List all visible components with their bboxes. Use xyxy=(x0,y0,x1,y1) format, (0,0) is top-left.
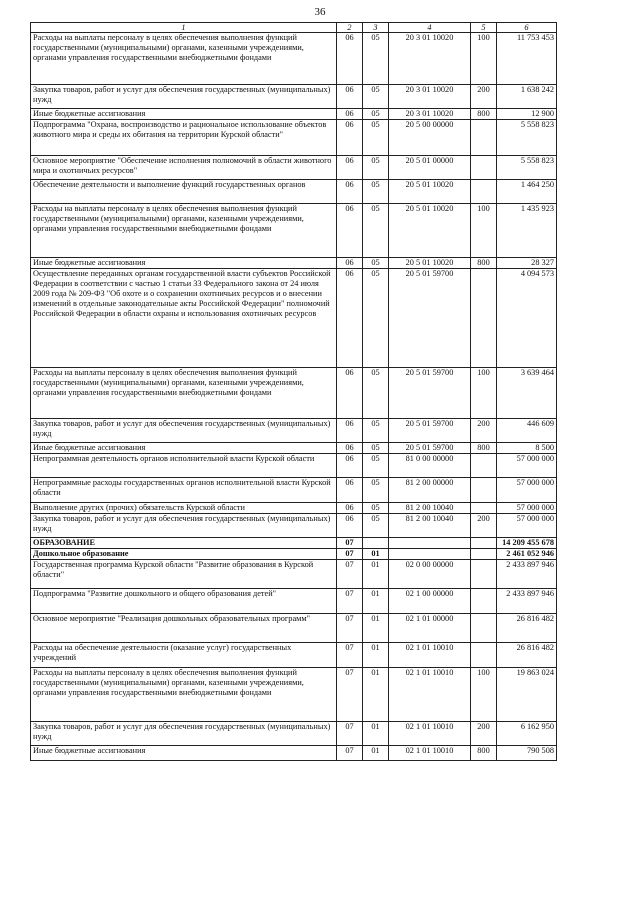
cell-name: Закупка товаров, работ и услуг для обеспечения государственных (муниципальных) нужд xyxy=(31,419,337,443)
column-header-target-article: 4 xyxy=(389,23,471,33)
cell-amount: 8 500 xyxy=(497,443,557,454)
cell-section: 07 xyxy=(337,538,363,549)
cell-section: 07 xyxy=(337,668,363,722)
cell-target-article: 02 1 01 10010 xyxy=(389,668,471,722)
cell-subsection: 05 xyxy=(363,258,389,269)
table-row xyxy=(31,549,557,560)
cell-subsection: 01 xyxy=(363,643,389,668)
cell-amount: 57 000 000 xyxy=(497,454,557,478)
cell-name: Непрограммные расходы государственных органов исполнительной власти Курской области xyxy=(31,478,337,503)
cell-amount: 446 609 xyxy=(497,419,557,443)
cell-amount: 5 558 823 xyxy=(497,156,557,180)
cell-amount: 3 639 464 xyxy=(497,368,557,419)
cell-expense-type xyxy=(471,269,497,368)
cell-expense-type xyxy=(471,643,497,668)
cell-section: 06 xyxy=(337,503,363,514)
cell-subsection: 05 xyxy=(363,156,389,180)
cell-amount: 5 558 823 xyxy=(497,120,557,156)
cell-section: 07 xyxy=(337,614,363,643)
table-row xyxy=(31,156,557,180)
cell-name: Закупка товаров, работ и услуг для обеспечения государственных (муниципальных) нужд xyxy=(31,722,337,746)
cell-name: Иные бюджетные ассигнования xyxy=(31,746,337,761)
cell-amount: 19 863 024 xyxy=(497,668,557,722)
cell-name: Расходы на обеспечение деятельности (оказание услуг) государственных учреждений xyxy=(31,643,337,668)
table-row xyxy=(31,722,557,746)
cell-amount: 1 435 923 xyxy=(497,204,557,258)
table-row xyxy=(31,478,557,503)
table-row xyxy=(31,643,557,668)
cell-target-article: 20 3 01 10020 xyxy=(389,85,471,109)
cell-target-article: 02 1 01 10010 xyxy=(389,643,471,668)
cell-section: 07 xyxy=(337,722,363,746)
cell-name: ОБРАЗОВАНИЕ xyxy=(31,538,337,549)
cell-target-article: 20 3 01 10020 xyxy=(389,109,471,120)
cell-subsection: 05 xyxy=(363,503,389,514)
cell-amount: 1 638 242 xyxy=(497,85,557,109)
column-header-subsection: 3 xyxy=(363,23,389,33)
cell-amount: 12 900 xyxy=(497,109,557,120)
table-row xyxy=(31,109,557,120)
cell-section: 06 xyxy=(337,156,363,180)
cell-name: Подпрограмма "Охрана, воспроизводство и рациональное использование объектов животного мира и среды их обитания на территории Курской области" xyxy=(31,120,337,156)
cell-expense-type: 100 xyxy=(471,204,497,258)
cell-amount: 11 753 453 xyxy=(497,33,557,85)
cell-section: 06 xyxy=(337,33,363,85)
cell-subsection: 05 xyxy=(363,33,389,85)
cell-subsection: 01 xyxy=(363,589,389,614)
cell-amount: 57 000 000 xyxy=(497,514,557,538)
cell-amount: 57 000 000 xyxy=(497,503,557,514)
cell-target-article: 20 5 01 59700 xyxy=(389,443,471,454)
table-row xyxy=(31,419,557,443)
table-row xyxy=(31,514,557,538)
cell-expense-type xyxy=(471,538,497,549)
cell-section: 06 xyxy=(337,269,363,368)
cell-name: Обеспечение деятельности и выполнение функций государственных органов xyxy=(31,180,337,204)
table-row xyxy=(31,120,557,156)
column-header-expense-type: 5 xyxy=(471,23,497,33)
table-row xyxy=(31,614,557,643)
cell-expense-type: 200 xyxy=(471,514,497,538)
cell-target-article: 81 0 00 00000 xyxy=(389,454,471,478)
table-row xyxy=(31,368,557,419)
cell-amount: 26 816 482 xyxy=(497,614,557,643)
table-row xyxy=(31,454,557,478)
cell-section: 06 xyxy=(337,454,363,478)
cell-section: 07 xyxy=(337,746,363,761)
cell-target-article: 20 5 01 59700 xyxy=(389,368,471,419)
column-header-amount: 6 xyxy=(497,23,557,33)
cell-section: 06 xyxy=(337,258,363,269)
cell-section: 07 xyxy=(337,643,363,668)
cell-name: Непрограммная деятельность органов исполнительной власти Курской области xyxy=(31,454,337,478)
cell-section: 06 xyxy=(337,478,363,503)
cell-amount: 2 433 897 946 xyxy=(497,560,557,589)
cell-expense-type: 800 xyxy=(471,258,497,269)
cell-section: 06 xyxy=(337,109,363,120)
cell-target-article: 02 1 00 00000 xyxy=(389,589,471,614)
table-row xyxy=(31,269,557,368)
cell-target-article: 20 5 01 00000 xyxy=(389,156,471,180)
cell-subsection: 05 xyxy=(363,85,389,109)
cell-expense-type: 800 xyxy=(471,746,497,761)
cell-section: 07 xyxy=(337,549,363,560)
cell-target-article: 02 1 01 10010 xyxy=(389,722,471,746)
cell-section: 07 xyxy=(337,589,363,614)
cell-section: 06 xyxy=(337,180,363,204)
cell-subsection: 01 xyxy=(363,560,389,589)
cell-target-article: 20 5 01 10020 xyxy=(389,258,471,269)
cell-subsection: 01 xyxy=(363,614,389,643)
cell-amount: 14 209 455 678 xyxy=(497,538,557,549)
cell-amount: 4 094 573 xyxy=(497,269,557,368)
cell-name: Иные бюджетные ассигнования xyxy=(31,109,337,120)
table-row xyxy=(31,589,557,614)
cell-amount: 26 816 482 xyxy=(497,643,557,668)
cell-section: 06 xyxy=(337,85,363,109)
cell-target-article: 20 5 01 59700 xyxy=(389,269,471,368)
cell-expense-type: 100 xyxy=(471,33,497,85)
cell-subsection: 05 xyxy=(363,269,389,368)
cell-expense-type xyxy=(471,120,497,156)
cell-amount: 6 162 950 xyxy=(497,722,557,746)
cell-name: Закупка товаров, работ и услуг для обеспечения государственных (муниципальных) нужд xyxy=(31,85,337,109)
cell-name: Расходы на выплаты персоналу в целях обеспечения выполнения функций государственными (муниципальными) органами, казенными учреждениями, органами управления государственными внебюджетными фондами xyxy=(31,668,337,722)
cell-expense-type xyxy=(471,180,497,204)
table-row xyxy=(31,180,557,204)
cell-target-article: 02 0 00 00000 xyxy=(389,560,471,589)
cell-subsection: 01 xyxy=(363,549,389,560)
cell-expense-type: 200 xyxy=(471,85,497,109)
cell-amount: 2 433 897 946 xyxy=(497,589,557,614)
cell-section: 06 xyxy=(337,443,363,454)
cell-subsection: 05 xyxy=(363,514,389,538)
table-row xyxy=(31,746,557,761)
cell-expense-type xyxy=(471,589,497,614)
cell-expense-type: 100 xyxy=(471,368,497,419)
cell-expense-type xyxy=(471,156,497,180)
cell-name: Основное мероприятие "Обеспечение исполнения полномочий в области животного мира и охотничьих ресурсов" xyxy=(31,156,337,180)
cell-section: 06 xyxy=(337,120,363,156)
cell-subsection: 01 xyxy=(363,668,389,722)
cell-expense-type xyxy=(471,503,497,514)
cell-expense-type: 800 xyxy=(471,443,497,454)
header-row xyxy=(31,23,557,33)
cell-section: 06 xyxy=(337,204,363,258)
cell-name: Расходы на выплаты персоналу в целях обеспечения выполнения функций государственными (муниципальными) органами, казенными учреждениями, органами управления государственными внебюджетными фондами xyxy=(31,368,337,419)
cell-target-article: 81 2 00 10040 xyxy=(389,514,471,538)
cell-amount: 28 327 xyxy=(497,258,557,269)
table-row xyxy=(31,443,557,454)
cell-target-article: 20 5 01 10020 xyxy=(389,180,471,204)
table-row xyxy=(31,560,557,589)
cell-target-article: 02 1 01 10010 xyxy=(389,746,471,761)
cell-subsection: 05 xyxy=(363,120,389,156)
cell-name: Иные бюджетные ассигнования xyxy=(31,258,337,269)
cell-expense-type: 100 xyxy=(471,668,497,722)
cell-subsection: 05 xyxy=(363,204,389,258)
table-row xyxy=(31,258,557,269)
table-row xyxy=(31,204,557,258)
cell-section: 06 xyxy=(337,514,363,538)
cell-subsection: 05 xyxy=(363,419,389,443)
cell-subsection: 05 xyxy=(363,109,389,120)
table-row xyxy=(31,33,557,85)
cell-subsection xyxy=(363,538,389,549)
cell-expense-type xyxy=(471,454,497,478)
cell-target-article: 02 1 01 00000 xyxy=(389,614,471,643)
cell-subsection: 05 xyxy=(363,180,389,204)
cell-subsection: 05 xyxy=(363,454,389,478)
cell-name: Осуществление переданных органам государственной власти субъектов Российской Федерации в соответствии с частью 1 статьи 33 Федерального закона от 24 июля 2009 года № 209-ФЗ "Об охоте и о сохранении охотничьих ресурсов и о внесении изменений в отдельные законодательные акты Российской Федерации" полномочий Российской Федерации в области охраны и использования охотничьих ресурсов xyxy=(31,269,337,368)
cell-target-article: 20 5 00 00000 xyxy=(389,120,471,156)
cell-name: Расходы на выплаты персоналу в целях обеспечения выполнения функций государственными (муниципальными) органами, казенными учреждениями, органами управления государственными внебюджетными фондами xyxy=(31,33,337,85)
cell-amount: 790 508 xyxy=(497,746,557,761)
cell-target-article xyxy=(389,538,471,549)
cell-target-article xyxy=(389,549,471,560)
cell-amount: 57 000 000 xyxy=(497,478,557,503)
cell-amount: 2 461 052 946 xyxy=(497,549,557,560)
table-row xyxy=(31,668,557,722)
cell-name: Основное мероприятие "Реализация дошкольных образовательных программ" xyxy=(31,614,337,643)
cell-name: Расходы на выплаты персоналу в целях обеспечения выполнения функций государственными (муниципальными) органами, казенными учреждениями, органами управления государственными внебюджетными фондами xyxy=(31,204,337,258)
table-row xyxy=(31,503,557,514)
cell-expense-type: 800 xyxy=(471,109,497,120)
cell-name: Выполнение других (прочих) обязательств Курской области xyxy=(31,503,337,514)
budget-table xyxy=(30,22,557,761)
cell-name: Подпрограмма "Развитие дошкольного и общего образования детей" xyxy=(31,589,337,614)
cell-expense-type xyxy=(471,614,497,643)
cell-expense-type xyxy=(471,478,497,503)
cell-section: 06 xyxy=(337,419,363,443)
column-header-name: 1 xyxy=(31,23,337,33)
cell-subsection: 01 xyxy=(363,722,389,746)
cell-section: 07 xyxy=(337,560,363,589)
cell-target-article: 20 5 01 10020 xyxy=(389,204,471,258)
cell-expense-type xyxy=(471,560,497,589)
cell-target-article: 81 2 00 00000 xyxy=(389,478,471,503)
cell-name: Иные бюджетные ассигнования xyxy=(31,443,337,454)
cell-subsection: 05 xyxy=(363,368,389,419)
cell-expense-type: 200 xyxy=(471,722,497,746)
cell-section: 06 xyxy=(337,368,363,419)
table-row xyxy=(31,85,557,109)
cell-subsection: 01 xyxy=(363,746,389,761)
cell-expense-type: 200 xyxy=(471,419,497,443)
cell-amount: 1 464 250 xyxy=(497,180,557,204)
column-header-section: 2 xyxy=(337,23,363,33)
cell-target-article: 81 2 00 10040 xyxy=(389,503,471,514)
cell-target-article: 20 3 01 10020 xyxy=(389,33,471,85)
cell-name: Государственная программа Курской области "Развитие образования в Курской области" xyxy=(31,560,337,589)
table-row xyxy=(31,538,557,549)
cell-subsection: 05 xyxy=(363,478,389,503)
cell-subsection: 05 xyxy=(363,443,389,454)
page-number: 36 xyxy=(314,6,326,18)
cell-name: Закупка товаров, работ и услуг для обеспечения государственных (муниципальных) нужд xyxy=(31,514,337,538)
cell-name: Дошкольное образование xyxy=(31,549,337,560)
cell-expense-type xyxy=(471,549,497,560)
cell-target-article: 20 5 01 59700 xyxy=(389,419,471,443)
